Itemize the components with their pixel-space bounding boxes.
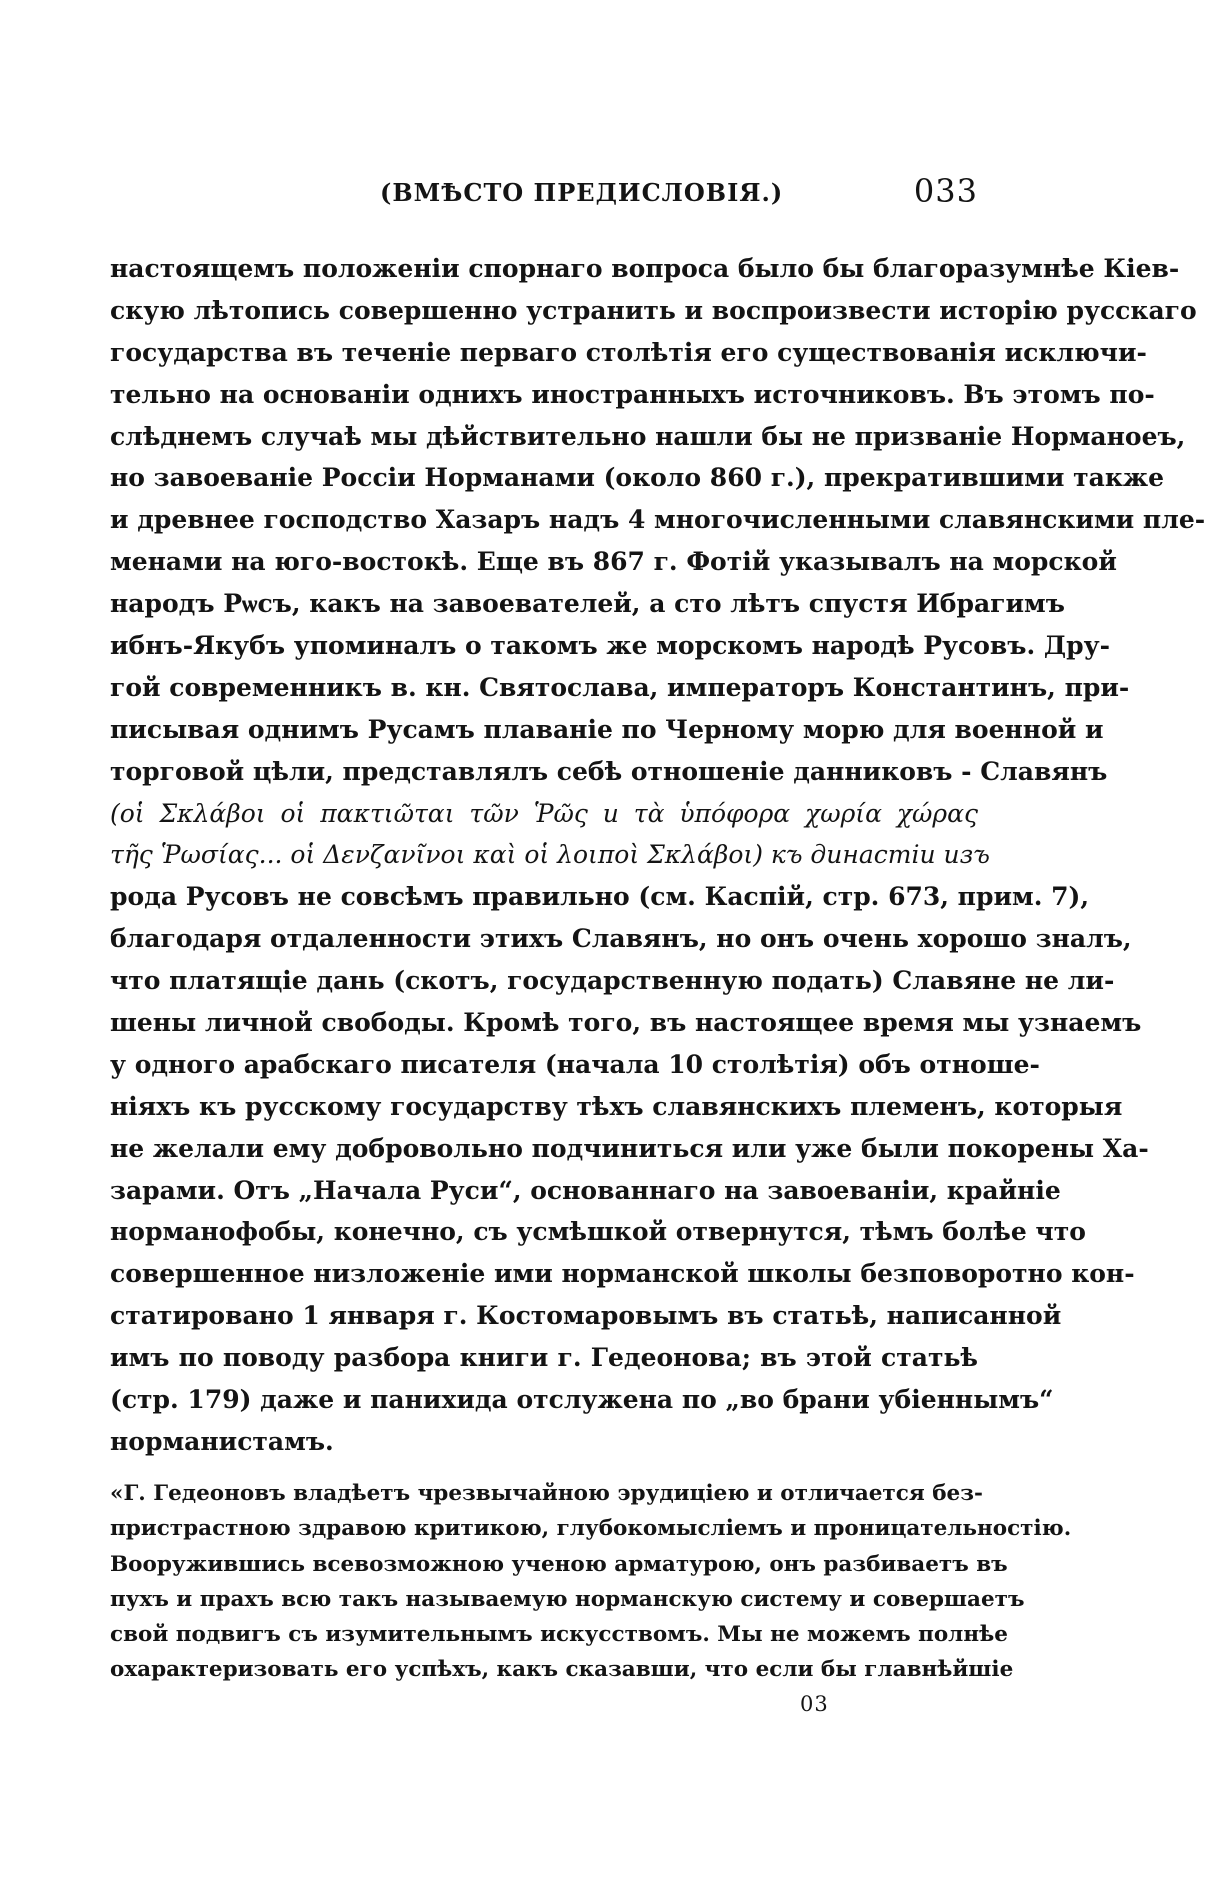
greek-quote-line: (οἱ Σκλάβοι οἱ πακτιῶται τῶν Ῥῶς и τὰ ὑπόφορα χωρία χώρας [110, 798, 978, 828]
text-line: зарами. Отъ „Начала Руси“, основаннаго на завоеваніи, крайніе [110, 1175, 1061, 1205]
text-line: рода Русовъ не совсѣмъ правильно (см. Каспій, стр. 673, прим. 7), [110, 882, 1090, 912]
footnote-line: Вооружившись всевозможною ученою арматурою, онъ разбиваетъ въ [110, 1551, 1008, 1577]
text-line: менами на юго-востокѣ. Еще въ 867 г. Фотій указывалъ на морской [110, 547, 1117, 577]
text-line: настоящемъ положеніи спорнаго вопроса было бы благоразумнѣе Кіев- [110, 254, 1180, 283]
text-line: у одного арабскаго писателя (начала 10 столѣтія) объ отноше- [110, 1049, 1040, 1079]
footnote-line: «Г. Гедеоновъ владѣетъ чрезвычайною эрудиціею и отличается без- [110, 1481, 983, 1506]
text-line: торговой цѣли, представлялъ себѣ отношеніе данниковъ - Славянъ [110, 756, 1108, 786]
text-line: статировано 1 января г. Костомаровымъ въ статьѣ, написанной [110, 1301, 1062, 1331]
text-line: писывая однимъ Русамъ плаваніе по Черному морю для военной и [110, 714, 1104, 744]
text-line: гой современникъ в. кн. Святослава, императоръ Константинъ, при- [110, 672, 1130, 702]
text-line: шены личной свободы. Кромѣ того, въ настоящее время мы узнаемъ [110, 1008, 1142, 1038]
text-line: и древнее господство Хазаръ надъ 4 многочисленными славянскими пле- [110, 505, 1205, 535]
footnote-line: пухъ и прахъ всю такъ называемую норманскую систему и совершаетъ [110, 1586, 1025, 1612]
text-line: ибнъ-Якубъ упоминалъ о такомъ же морскомъ народѣ Русовъ. Дру- [110, 631, 1110, 661]
text-line: ніяхъ къ русскому государству тѣхъ славянскихъ племенъ, которыя [110, 1091, 1123, 1121]
text-line: не желали ему добровольно подчиниться или уже были покорены Ха- [110, 1133, 1149, 1163]
printer-signature-mark: 03 [800, 1692, 829, 1716]
text-line: но завоеваніе Россіи Норманами (около 860 г.), прекратившими также [110, 463, 1165, 493]
text-line: имъ по поводу разбора книги г. Гедеонова; въ этой статьѣ [110, 1343, 978, 1373]
text-line: совершенное низложеніе ими норманской школы безповоротно кон- [110, 1259, 1135, 1289]
text-line: (стр. 179) даже и панихида отслужена по „во брани убіеннымъ“ [110, 1385, 1054, 1415]
text-line: народъ Рѡсъ, какъ на завоевателей, а сто лѣтъ спустя Ибрагимъ [110, 589, 1065, 619]
footnote-block [110, 1476, 1072, 1688]
text-line: слѣднемъ случаѣ мы дѣйствительно нашли бы не призваніе Норманоеъ, [110, 421, 1186, 451]
body-text [110, 248, 1205, 1463]
page-header [110, 172, 978, 222]
text-line: благодаря отдаленности этихъ Славянъ, но онъ очень хорошо зналъ, [110, 924, 1132, 954]
greek-quote-line: τῆς Ῥωσίας... οἱ Δενζανῖνοι καὶ οἱ λοιποὶ Σκλάβοι) къ династіи изъ [110, 840, 990, 870]
footnote-line: охарактеризовать его успѣхъ, какъ сказавши, что если бы главнѣйшіе [110, 1657, 1014, 1683]
page-number: 033 [913, 172, 978, 210]
text-line: тельно на основаніи однихъ иностранныхъ источниковъ. Въ этомъ по- [110, 379, 1155, 409]
text-line: что платящіе дань (скотъ, государственную подать) Славяне не ли- [110, 966, 1115, 996]
text-line: норманофобы, конечно, съ усмѣшкой отвернутся, тѣмъ болѣе что [110, 1217, 1086, 1247]
footnote-line: свой подвигъ съ изумительнымъ искусствомъ. Мы не можемъ полнѣе [110, 1622, 1008, 1648]
text-line: государства въ теченіе перваго столѣтія его существованія исключи- [110, 337, 1147, 367]
running-title: (ВМѢСТО ПРЕДИСЛОВІЯ.) [380, 178, 784, 207]
text-line: скую лѣтопись совершенно устранить и воспроизвести исторію русскаго [110, 295, 1197, 325]
text-line: норманистамъ. [110, 1426, 334, 1456]
footnote-line: пристрастною здравою критикою, глубокомысліемъ и проницательностію. [110, 1516, 1072, 1542]
